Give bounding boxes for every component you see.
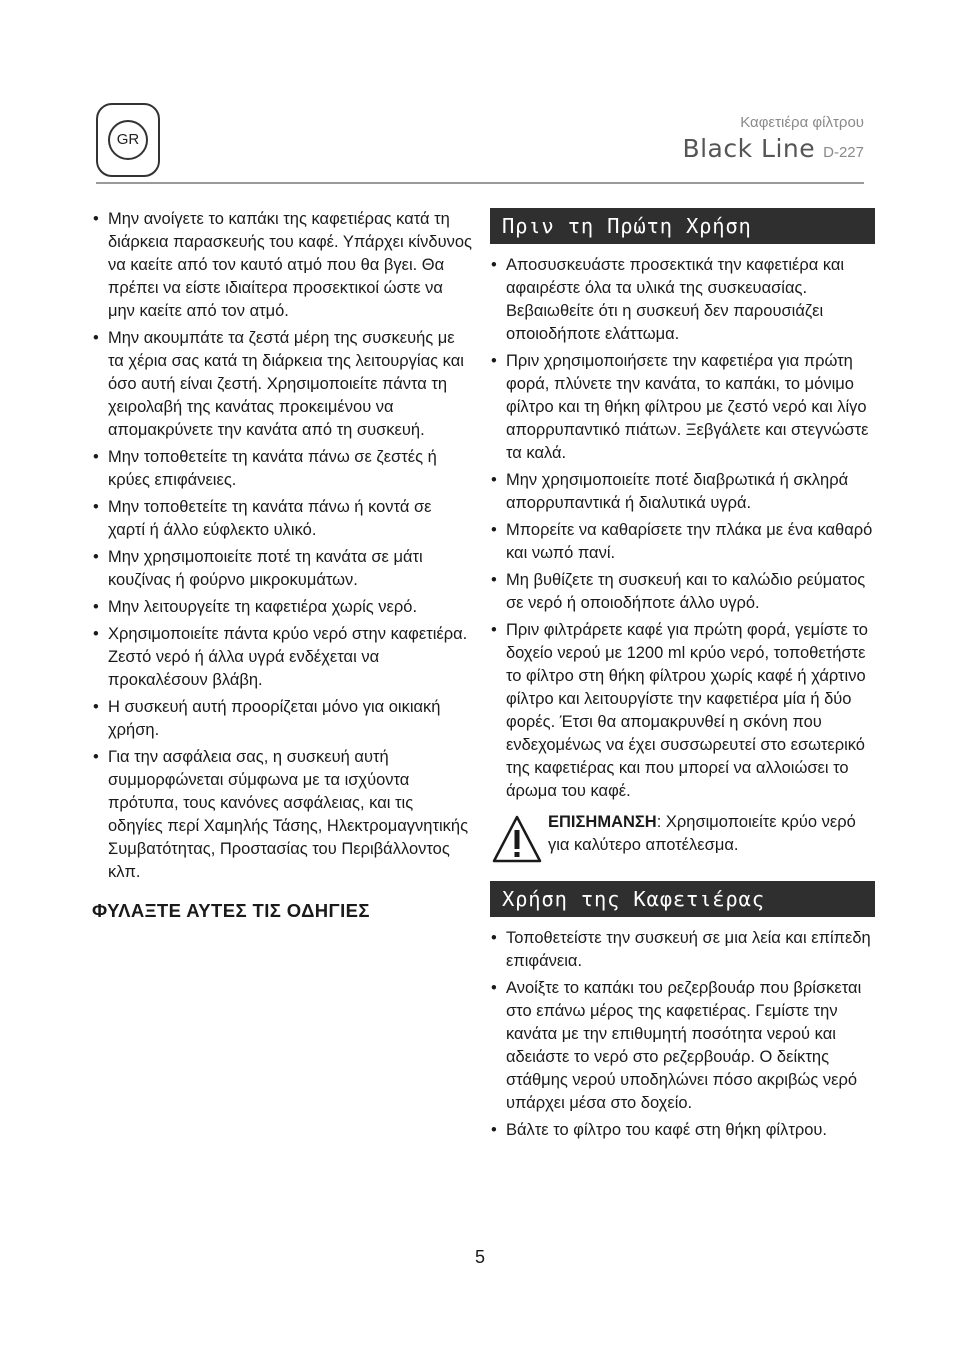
list-item: • Μην τοποθετείτε τη κανάτα πάνω ή κοντά σε χαρτί ή άλλο εύφλεκτο υλικό.	[92, 496, 472, 542]
header-divider	[96, 182, 864, 184]
save-instructions-heading: ΦΥΛΑΞΤΕ ΑΥΤΕΣ ΤΙΣ ΟΔΗΓΙΕΣ	[92, 900, 370, 921]
list-item: • Μην χρησιμοποιείτε ποτέ τη κανάτα σε μάτι κουζίνας ή φούρνο μικροκυμάτων.	[92, 546, 472, 592]
list-item: • Αποσυσκευάστε προσεκτικά την καφετιέρα και αφαιρέστε όλα τα υλικά της συσκευασίας. Βεβαιωθείτε ότι η συσκευή δεν παρουσιάζει οποιοδήποτε ελάττωμα.	[490, 254, 875, 346]
list-item: • Ανοίξτε το καπάκι του ρεζερβουάρ που βρίσκεται στο επάνω μέρος της καφετιέρας. Γεμίστε την κανάτα με την επιθυμητή ποσότητα νερού και αδειάστε το νερό στο ρεζερβουάρ. Ο δείκτης στάθμης νερού υποδηλώνει πόσο ακριβώς νερό υπάρχει μέσα στο δοχείο.	[490, 977, 875, 1115]
list-item: • Μην ακουμπάτε τα ζεστά μέρη της συσκευής με τα χέρια σας κατά τη διάρκεια της λειτουργίας και όσο αυτή είναι ζεστή. Χρησιμοποιείτε πάντα τη χειρολαβή της κανάτας προκειμένου να απομακρύνετε την κανάτα από τη συσκευή.	[92, 327, 472, 442]
country-code: GR	[108, 120, 148, 160]
language-badge	[96, 103, 160, 177]
right-column	[490, 208, 875, 1146]
first-use-list	[490, 254, 875, 803]
list-item: • Μην χρησιμοποιείτε ποτέ διαβρωτικά ή σκληρά απορρυπαντικά ή διαλυτικά υγρά.	[490, 469, 875, 515]
list-item: • Μην τοποθετείτε τη κανάτα πάνω σε ζεστές ή κρύες επιφάνειες.	[92, 446, 472, 492]
list-item: • Μπορείτε να καθαρίσετε την πλάκα με ένα καθαρό και νωπό πανί.	[490, 519, 875, 565]
note-label: ΕΠΙΣΗΜΑΝΣΗ	[548, 813, 657, 831]
section-heading-usage: Χρήση της Καφετιέρας	[490, 881, 875, 917]
list-item: • Η συσκευή αυτή προορίζεται μόνο για οικιακή χρήση.	[92, 696, 472, 742]
note-box	[490, 809, 875, 865]
list-item: • Μην λειτουργείτε τη καφετιέρα χωρίς νερό.	[92, 596, 472, 619]
usage-list	[490, 927, 875, 1142]
safety-list	[92, 208, 472, 884]
list-item: • Μην ανοίγετε το καπάκι της καφετιέρας κατά τη διάρκεια παρασκευής του καφέ. Υπάρχει κίνδυνος να καείτε από τον καυτό ατμό που θα βγει. Θα πρέπει να είστε ιδιαίτερα προσεκτικοί ώστε να μην καείτε από τον ατμό.	[92, 208, 472, 323]
page-number: 5	[474, 1247, 485, 1267]
model-number: D-227	[823, 144, 864, 161]
note-body: : Χρησιμοποιείτε κρύο νερό για καλύτερο αποτέλεσμα.	[548, 813, 856, 854]
product-category: Καφετιέρα φίλτρου	[740, 114, 864, 131]
brand-name: Black Line	[682, 134, 816, 163]
list-item: • Χρησιμοποιείτε πάντα κρύο νερό στην καφετιέρα. Ζεστό νερό ή άλλα υγρά ενδέχεται να προκαλέσουν βλάβη.	[92, 623, 472, 692]
note-text	[548, 809, 875, 857]
left-column	[92, 208, 472, 922]
brand-logo	[682, 134, 864, 163]
list-item: • Πριν φιλτράρετε καφέ για πρώτη φορά, γεμίστε το δοχείο νερού με 1200 ml κρύο νερό, τοποθετήστε το φίλτρο στη θήκη φίλτρου χωρίς καφέ ή χάρτινο φίλτρο και λειτουργίστε την καφετιέρα μία ή δύο φορές. Έτσι θα απομακρυνθεί η σκόνη που ενδεχομένως να έχει συσσωρευτεί στο εσωτερικό της καφετιέρας και που μπορεί να αλλοιώσει το άρωμα του καφέ.	[490, 619, 875, 803]
warning-icon	[492, 815, 542, 865]
list-item: • Τοποθετείστε την συσκευή σε μια λεία και επίπεδη επιφάνεια.	[490, 927, 875, 973]
list-item: • Βάλτε το φίλτρο του καφέ στη θήκη φίλτρου.	[490, 1119, 875, 1142]
section-heading-first-use: Πριν τη Πρώτη Χρήση	[490, 208, 875, 244]
list-item: • Για την ασφάλεια σας, η συσκευή αυτή συμμορφώνεται σύμφωνα με τα ισχύοντα πρότυπα, τους κανόνες ασφάλειας, και τις οδηγίες περί Χαμηλής Τάσης, Ηλεκτρομαγνητικής Συμβατότητας, Προστασίας του Περιβάλλοντος κλπ.	[92, 746, 472, 884]
list-item: • Μη βυθίζετε τη συσκευή και το καλώδιο ρεύματος σε νερό ή οποιοδήποτε άλλο υγρό.	[490, 569, 875, 615]
list-item: • Πριν χρησιμοποιήσετε την καφετιέρα για πρώτη φορά, πλύνετε την κανάτα, το καπάκι, το μόνιμο φίλτρο και τη θήκη φίλτρου με ζεστό νερό και λίγο απορρυπαντικό πιάτων. Ξεβγάλετε και στεγνώστε τα καλά.	[490, 350, 875, 465]
